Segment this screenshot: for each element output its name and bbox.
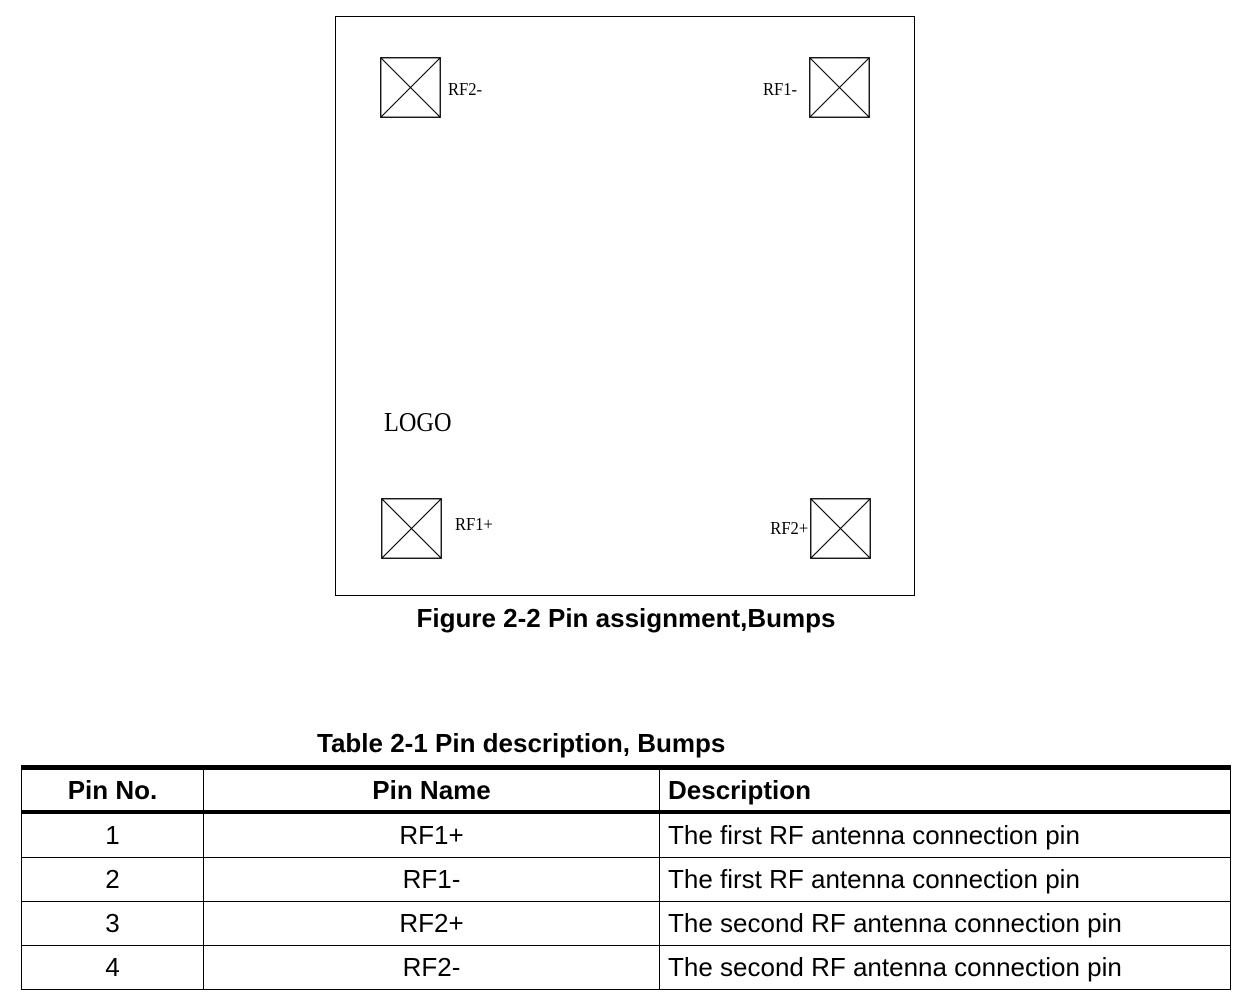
bump-pad-icon bbox=[380, 57, 441, 118]
bump-pad-icon bbox=[381, 498, 442, 559]
table-row bbox=[22, 902, 1231, 946]
pin-number-cell: 1 bbox=[22, 812, 204, 858]
pin-description-cell: The first RF antenna connection pin bbox=[660, 812, 1231, 858]
pin-number-cell: 2 bbox=[22, 858, 204, 902]
table-row bbox=[22, 812, 1231, 858]
pin-name-cell: RF1+ bbox=[204, 812, 660, 858]
pin-description-cell: The second RF antenna connection pin bbox=[660, 902, 1231, 946]
pin-number-cell: 4 bbox=[22, 946, 204, 990]
pin-number-cell: 3 bbox=[22, 902, 204, 946]
pin-label-rf2-minus: RF2- bbox=[448, 79, 483, 99]
pin-label-rf1-plus: RF1+ bbox=[455, 514, 493, 534]
bump-pad-icon bbox=[810, 498, 871, 559]
pin-name-cell: RF2- bbox=[204, 946, 660, 990]
logo-marking: LOGO bbox=[384, 407, 452, 437]
pin-name-cell: RF2+ bbox=[204, 902, 660, 946]
pin-description-cell: The first RF antenna connection pin bbox=[660, 858, 1231, 902]
table-row bbox=[22, 946, 1231, 990]
column-header-description: Description bbox=[660, 768, 1231, 813]
pin-label-rf2-plus: RF2+ bbox=[770, 518, 808, 538]
pin-description-cell: The second RF antenna connection pin bbox=[660, 946, 1231, 990]
bump-pad-icon bbox=[809, 57, 870, 118]
pin-description-table bbox=[21, 765, 1231, 990]
table-header-row bbox=[22, 768, 1231, 813]
column-header-pin-no: Pin No. bbox=[22, 768, 204, 813]
pin-name-cell: RF1- bbox=[204, 858, 660, 902]
table-row bbox=[22, 858, 1231, 902]
pin-label-rf1-minus: RF1- bbox=[762, 79, 797, 99]
column-header-pin-name: Pin Name bbox=[204, 768, 660, 813]
figure-caption: Figure 2-2 Pin assignment,Bumps bbox=[416, 603, 836, 633]
table-caption: Table 2-1 Pin description, Bumps bbox=[317, 728, 726, 758]
